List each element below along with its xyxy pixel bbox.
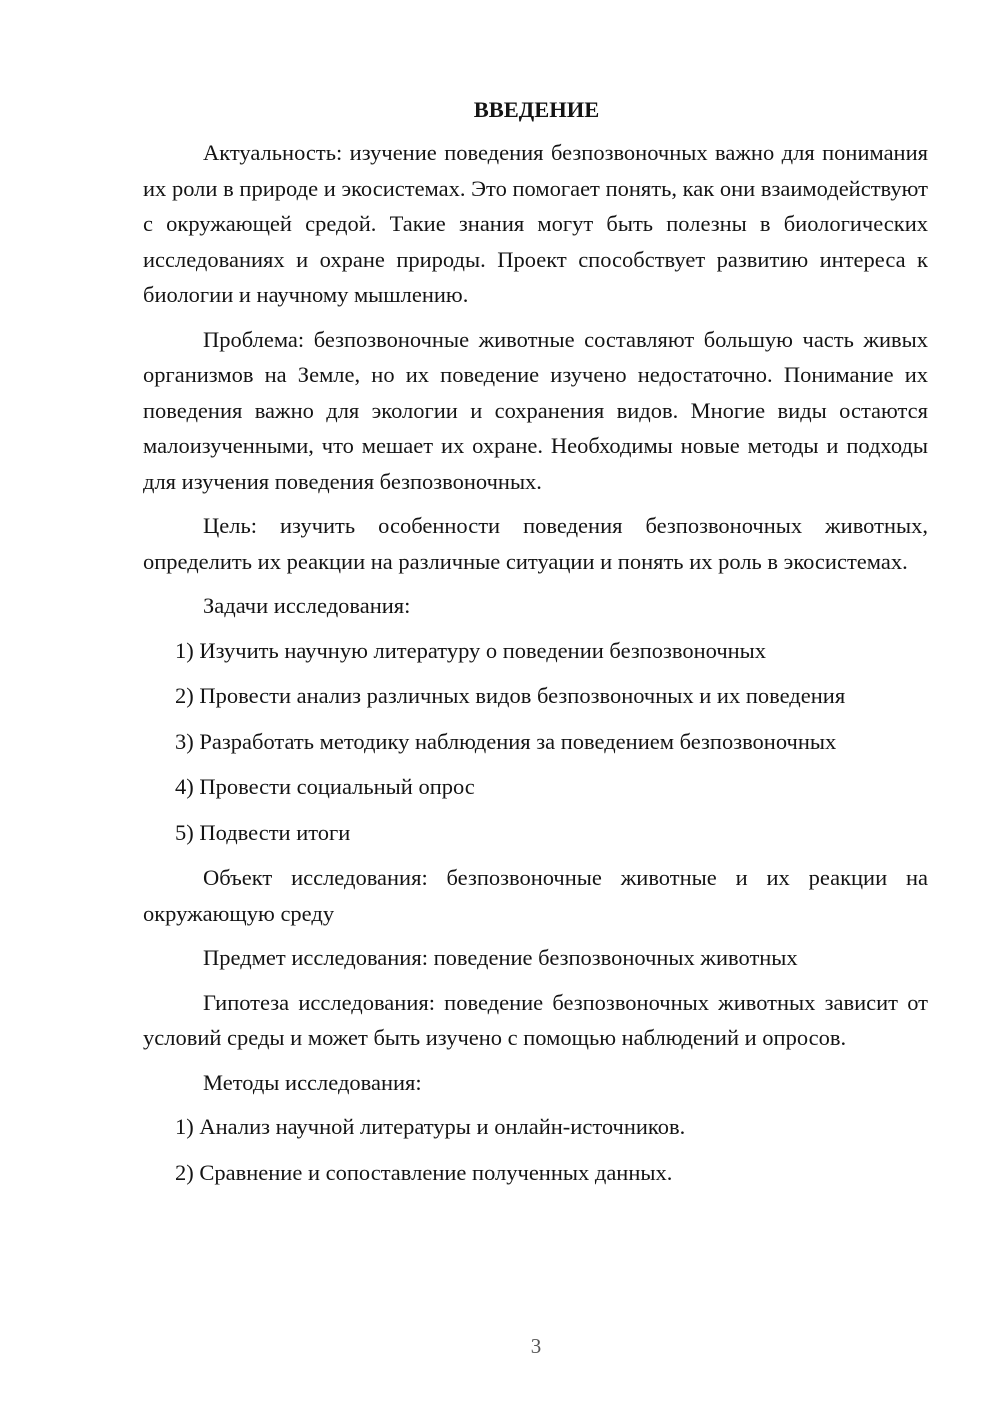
- method-item-2: 2) Сравнение и сопоставление полученных данных.: [175, 1159, 673, 1185]
- section-title: ВВЕДЕНИЕ: [473, 97, 600, 122]
- goal-paragraph: Цель: изучить особенности поведения безпозвоночных животных, определить их реакции на различные ситуации и понять их роль в экосистемах.: [143, 513, 928, 574]
- task-item-2: 2) Провести анализ различных видов безпозвоночных и их поведения: [175, 683, 846, 708]
- methods-heading: Методы исследования:: [203, 1069, 422, 1095]
- task-item-5: 5) Подвести итоги: [175, 819, 351, 845]
- method-item-1: 1) Анализ научной литературы и онлайн-источников.: [175, 1114, 686, 1139]
- tasks-list: [143, 633, 928, 851]
- page-content: [143, 94, 928, 1200]
- methods-list: [143, 1109, 928, 1191]
- subject-paragraph: Предмет исследования: поведение безпозвоночных животных: [203, 945, 798, 970]
- hypothesis-paragraph: Гипотеза исследования: поведение безпозвоночных животных зависит от условий среды и может быть изучено с помощью наблюдений и опросов.: [143, 989, 928, 1050]
- task-item-4: 4) Провести социальный опрос: [175, 774, 475, 799]
- problem-paragraph: Проблема: безпозвоночные животные составляют большую часть живых организмов на Земле, но их поведение изучено недостаточно. Понимание их поведения важно для экологии и сохранения видов. Многие виды остаются малоизученными, что мешает их охране. Необходимы новые методы и подходы для изучения поведения безпозвоночных.: [143, 326, 928, 494]
- relevance-paragraph: Актуальность: изучение поведения безпозвоночных важно для понимания их роли в природе и экосистемах. Это помогает понять, как они взаимодействуют с окружающей средой. Такие знания могут быть полезны в биологических исследованиях и охране природы. Проект способствует развитию интереса к биологии и научному мышлению.: [143, 140, 928, 307]
- task-item-3: 3) Разработать методику наблюдения за поведением безпозвоночных: [175, 728, 837, 754]
- task-item-1: 1) Изучить научную литературу о поведении безпозвоночных: [175, 637, 767, 663]
- object-paragraph: Объект исследования: безпозвоночные животные и их реакции на окружающую среду: [143, 865, 928, 926]
- tasks-heading: Задачи исследования:: [203, 593, 411, 618]
- page-number: 3: [530, 1334, 542, 1358]
